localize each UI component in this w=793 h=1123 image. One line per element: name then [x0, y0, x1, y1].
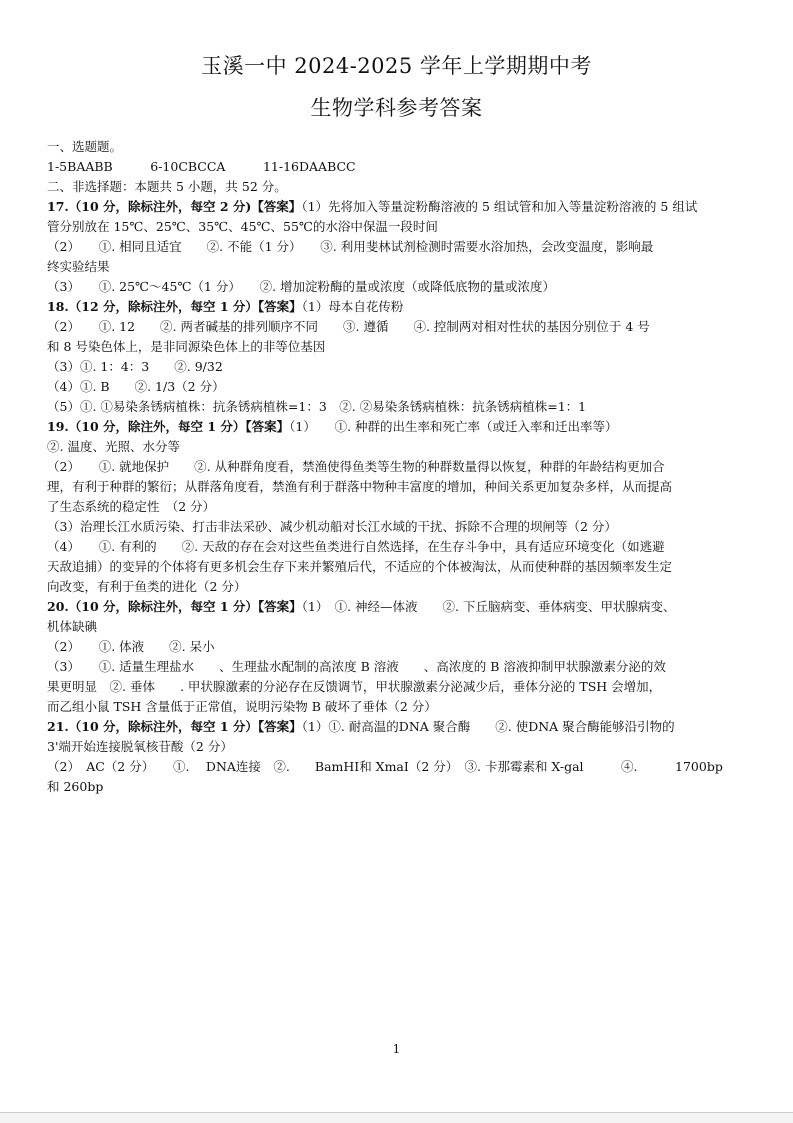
text-line — [47, 377, 749, 397]
text-line — [47, 557, 749, 577]
text-line — [47, 757, 749, 777]
text-line — [47, 357, 749, 377]
text-line — [47, 617, 749, 637]
line-text: 一、选题题。 — [47, 139, 123, 154]
text-line — [47, 777, 749, 797]
text-line — [47, 157, 749, 177]
line-text: （4） ①. 有利的 ②. 天敌的存在会对这些鱼类进行自然选择，在生存斗争中，具有适应环境变化（如逃避 — [47, 539, 665, 554]
text-line — [47, 577, 749, 597]
line-text: 而乙组小鼠 TSH 含量低于正常值，说明污染物 B 破坏了垂体（2 分） — [47, 699, 437, 714]
line-text: （4）①. B ②. 1/3（2 分） — [47, 379, 225, 394]
text-line — [47, 277, 749, 297]
line-text: （3） ①. 适量生理盐水 、生理盐水配制的高浓度 B 溶液 、高浓度的 B 溶液抑制甲状腺激素分泌的效 — [47, 659, 666, 674]
text-line — [47, 317, 749, 337]
text-line — [47, 397, 749, 417]
line-text: （2） ①. 体液 ②. 呆小 — [47, 639, 215, 654]
text-line — [47, 237, 749, 257]
line-text: 理，有利于种群的繁衍；从群落角度看，禁渔有利于群落中物种丰富度的增加，种间关系更加复杂多样，从而提高 — [47, 479, 673, 494]
question-heading: 18.（12 分，除标注外，每空 1 分）【答案】 — [47, 299, 302, 314]
line-text: 二、非选择题：本题共 5 小题，共 52 分。 — [47, 179, 287, 194]
text-line — [47, 217, 749, 237]
line-text: （5）①. ①易染条锈病植株：抗条锈病植株=1：3 ②. ②易染条锈病植株：抗条锈病植株=1：1 — [47, 399, 587, 414]
text-line — [47, 177, 749, 197]
text-line — [47, 657, 749, 677]
line-text: 向改变，有利于鱼类的进化（2 分） — [47, 579, 247, 594]
line-text: （2） ①. 就地保护 ②. 从种群角度看，禁渔使得鱼类等生物的种群数量得以恢复，种群的年龄结构更加合 — [47, 459, 665, 474]
text-line — [47, 497, 749, 517]
line-text: （2） AC（2 分） ①. DNA连接 ②. BamHⅠ和 XmaⅠ（2 分） ③. 卡那霉素和 X-gal ④. 1700bp — [47, 759, 723, 774]
line-text: （1） ①. 种群的出生率和死亡率（或迁入率和迁出率等） — [289, 419, 618, 434]
line-text: （1） ①. 神经—体液 ②. 下丘脑病变、垂体病变、甲状腺病变、 — [301, 599, 676, 614]
question-heading: 19.（10 分，除注外，每空 1 分）【答案】 — [47, 419, 290, 434]
text-line — [47, 257, 749, 277]
line-text: 3'端开始连接脱氧核苷酸（2 分） — [47, 739, 233, 754]
line-text: （3） ①. 25℃～45℃（1 分） ②. 增加淀粉酶的量或浓度（或降低底物的量或浓度） — [47, 279, 556, 294]
page-number: 1 — [392, 1042, 401, 1056]
text-line — [47, 137, 749, 157]
line-text: 终实验结果 — [47, 259, 110, 274]
text-line — [47, 477, 749, 497]
text-line — [47, 677, 749, 697]
line-text: （3）治理长江水质污染、打击非法采砂、减少机动船对长江水域的干扰、拆除不合理的坝闸等（2 分） — [47, 519, 617, 534]
text-line — [47, 457, 749, 477]
line-text: 和 260bp — [47, 779, 104, 794]
text-line — [47, 297, 749, 317]
text-line — [47, 537, 749, 557]
text-line — [47, 697, 749, 717]
line-text: （2） ①. 相同且适宜 ②. 不能（1 分） ③. 利用斐林试剂检测时需要水浴加热，会改变温度，影响最 — [47, 239, 654, 254]
text-line — [47, 417, 749, 437]
question-heading: 20.（10 分，除标注外，每空 1 分）【答案】 — [47, 599, 302, 614]
text-line — [47, 337, 749, 357]
text-line — [47, 437, 749, 457]
text-line — [47, 197, 749, 217]
text-line — [47, 717, 749, 737]
answer-body — [47, 137, 749, 797]
line-text: 1-5BAABB 6-10CBCCA 11-16DAABCC — [47, 159, 356, 174]
question-heading: 17.（10 分，除标注外，每空 2 分)【答案】 — [47, 199, 302, 214]
page-footer-band — [0, 1112, 793, 1123]
line-text: （1）先将加入等量淀粉酶溶液的 5 组试管和加入等量淀粉溶液的 5 组试 — [301, 199, 698, 214]
line-text: 天敌追捕）的变异的个体将有更多机会生存下来并繁殖后代，不适应的个体被淘汰，从而使种群的基因频率发生定 — [47, 559, 673, 574]
line-text: ②. 温度、光照、水分等 — [47, 439, 180, 454]
line-text: （3）①. 1：4：3 ②. 9/32 — [47, 359, 223, 374]
document-subtitle: 生物学科参考答案 — [310, 96, 483, 120]
text-line — [47, 517, 749, 537]
line-text: 管分别放在 15℃、25℃、35℃、45℃、55℃的水浴中保温一段时间 — [47, 219, 438, 234]
text-line — [47, 637, 749, 657]
question-heading: 21.（10 分，除标注外，每空 1 分）【答案】 — [47, 719, 302, 734]
text-line — [47, 597, 749, 617]
line-text: 了生态系统的稳定性 （2 分） — [47, 499, 216, 514]
line-text: 果更明显 ②. 垂体 . 甲状腺激素的分泌存在反馈调节，甲状腺激素分泌减少后，垂体分泌的 TSH 会增加， — [47, 679, 662, 694]
line-text: （2） ①. 12 ②. 两者碱基的排列顺序不同 ③. 遵循 ④. 控制两对相对性状的基因分别位于 4 号 — [47, 319, 650, 334]
text-line — [47, 737, 749, 757]
line-text: 机体缺碘 — [47, 619, 98, 634]
line-text: 和 8 号染色体上，是非同源染色体上的非等位基因 — [47, 339, 326, 354]
line-text: （1）母本自花传粉 — [301, 299, 404, 314]
line-text: （1）①. 耐高温的DNA 聚合酶 ②. 使DNA 聚合酶能够沿引物的 — [301, 719, 675, 734]
document-title: 玉溪一中 2024-2025 学年上学期期中考 — [201, 54, 592, 78]
